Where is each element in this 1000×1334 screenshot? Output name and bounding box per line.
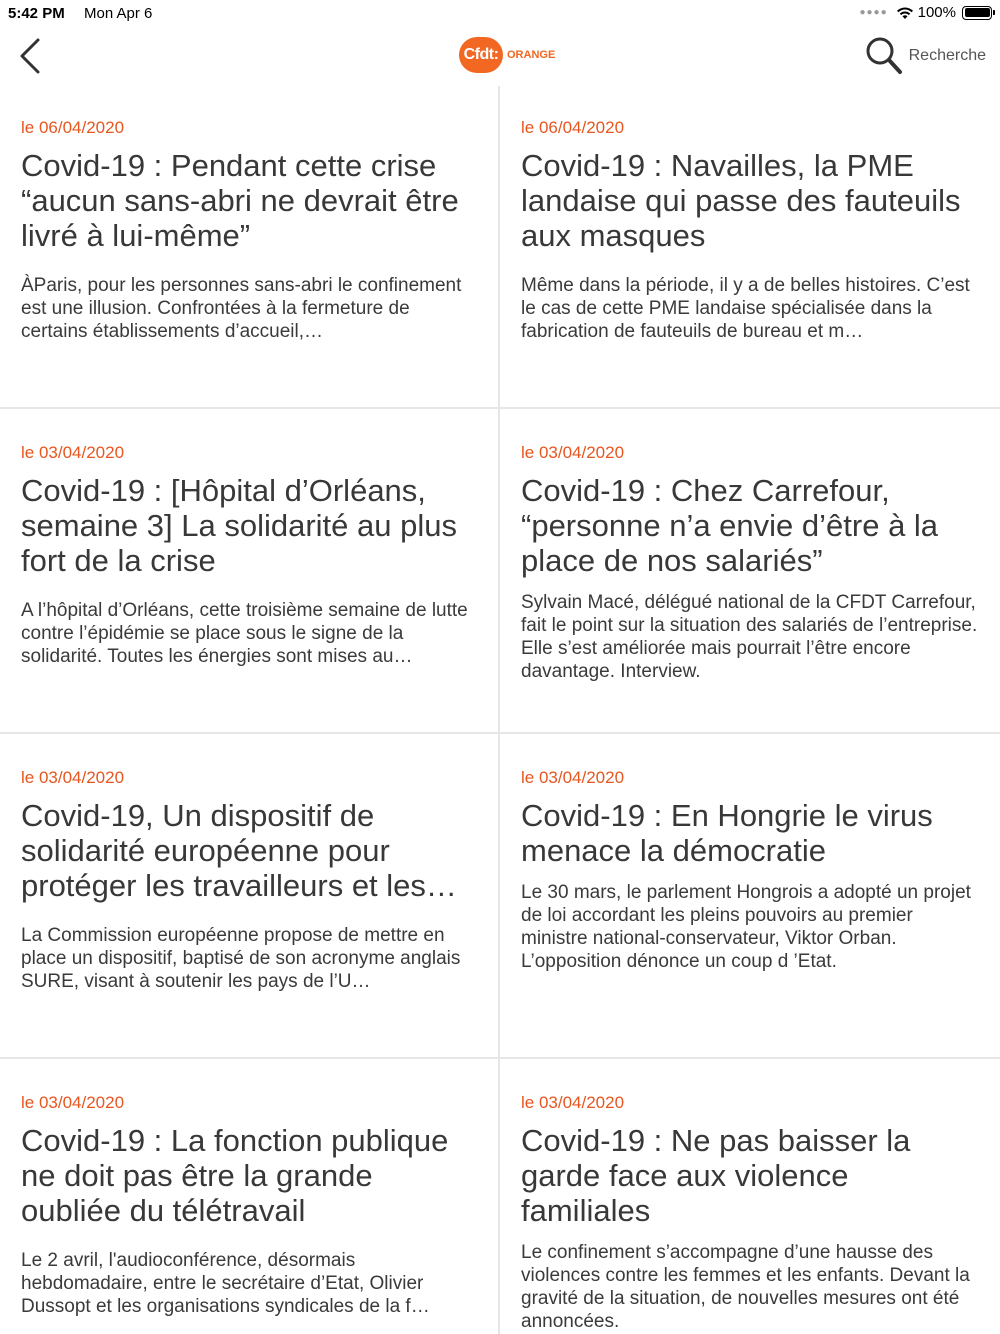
article-date: le 03/04/2020 [521, 443, 625, 462]
article-summary: Le 30 mars, le parlement Hongrois a adopté un projet de loi accordant les pleins pouvoirs au premier ministre national-conservateur, Viktor Orban. L’opposition dénonce un coup d ’Etat. [521, 882, 971, 972]
article-summary: Le 2 avril, l'audioconférence, désormais hebdomadaire, entre le secrétaire d’Etat, Olivier Dussopt et les organisations syndicales de la f… [21, 1250, 430, 1317]
status-bar [0, 0, 1000, 28]
search-icon [865, 36, 903, 76]
back-button[interactable] [14, 36, 48, 76]
article-summary: Sylvain Macé, délégué national de la CFDT Carrefour, fait le point sur la situation des salariés de l’entreprise. Elle s’est améliorée mais pourrait l’être encore davantage. Interview. [521, 592, 978, 682]
row-divider [0, 407, 1000, 409]
article-summary: ÀParis, pour les personnes sans-abri le confinement est une illusion. Confrontées à la fermeture de certains établissements d’accueil,… [21, 275, 462, 342]
article-summary: A l’hôpital d’Orléans, cette troisième semaine de lutte contre l’épidémie se place sous le signe de la solidarité. Toutes les énergies sont mises au… [21, 600, 468, 667]
article-title: Covid-19 : En Hongrie le virus menace la démocratie [521, 798, 933, 868]
article-date: le 03/04/2020 [521, 768, 625, 787]
article-title: Covid-19 : [Hôpital d’Orléans, semaine 3] La solidarité au plus fort de la crise [21, 473, 457, 578]
article-date: le 03/04/2020 [21, 1093, 125, 1112]
article-title: Covid-19 : Chez Carrefour, “personne n’a envie d’être à la place de nos salariés” [521, 473, 939, 578]
article-summary: La Commission européenne propose de mettre en place un dispositif, baptisé de son acronyme anglais SURE, visant à soutenir les pays de l’U… [21, 925, 461, 992]
status-time: 5:42 PM [8, 5, 65, 22]
article-date: le 03/04/2020 [21, 443, 125, 462]
article-card[interactable] [521, 736, 1000, 1056]
article-card[interactable] [21, 1061, 501, 1334]
chevron-left-icon [14, 36, 48, 76]
logo-badge: Cfdt: [459, 37, 503, 73]
article-summary: Même dans la période, il y a de belles histoires. C’est le cas de cette PME landaise spécialisée dans la fabrication de fauteuils de bureau et m… [521, 275, 970, 342]
wifi-icon [896, 6, 914, 20]
article-title: Covid-19, Un dispositif de solidarité européenne pour protéger les travailleurs et les… [21, 798, 457, 903]
article-date: le 06/04/2020 [521, 118, 625, 137]
article-card[interactable] [21, 411, 501, 731]
row-divider [0, 1057, 1000, 1059]
signal-icon: ●●●● [859, 7, 888, 18]
status-date: Mon Apr 6 [84, 5, 153, 22]
search-button[interactable] [865, 34, 986, 78]
article-summary: Le confinement s’accompagne d’une hausse des violences contre les femmes et les enfants. Devant la gravité de la situation, de nouvelles mesures ont été annoncées. [521, 1242, 970, 1332]
article-card[interactable] [21, 86, 501, 406]
battery-icon [962, 6, 992, 20]
article-date: le 03/04/2020 [21, 768, 125, 787]
article-date: le 06/04/2020 [21, 118, 125, 137]
article-title: Covid-19 : Pendant cette crise “aucun sans-abri ne devrait être livré à lui-même” [21, 148, 459, 253]
battery-percent: 100% [917, 4, 956, 21]
article-card[interactable] [521, 86, 1000, 406]
article-card[interactable] [521, 411, 1000, 731]
cfdt-orange-logo [459, 37, 555, 73]
article-title: Covid-19 : Ne pas baisser la garde face aux violence familiales [521, 1123, 911, 1228]
article-title: Covid-19 : Navailles, la PME landaise qui passe des fauteuils aux masques [521, 148, 961, 253]
article-card[interactable] [21, 736, 501, 1056]
article-title: Covid-19 : La fonction publique ne doit pas être la grande oubliée du télétravail [21, 1123, 449, 1228]
article-date: le 03/04/2020 [521, 1093, 625, 1112]
article-grid [0, 86, 1000, 1334]
article-card[interactable] [521, 1061, 1000, 1334]
row-divider [0, 732, 1000, 734]
nav-bar [0, 28, 1000, 86]
search-label: Recherche [908, 47, 986, 64]
status-indicators [859, 4, 992, 21]
logo-subtext: ORANGE [507, 49, 556, 61]
